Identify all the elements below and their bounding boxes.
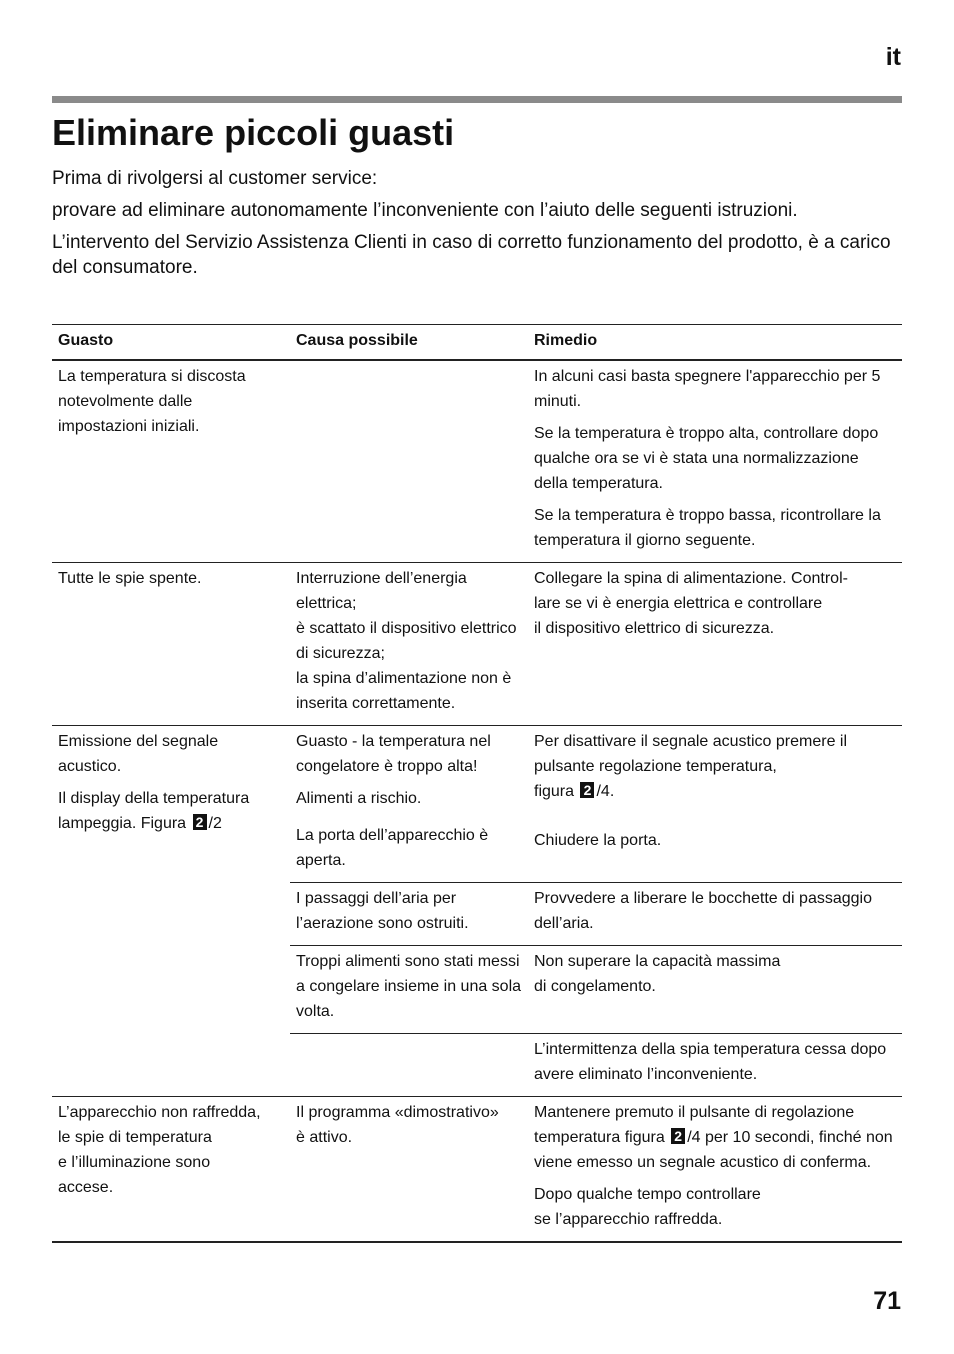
figure-reference-icon: 2 [671,1128,685,1144]
cause-text: La porta dell’apparecchio è aperta. [296,827,489,869]
remedy-line: di congelamento. [534,978,656,995]
remedy-text [534,1182,896,1232]
language-code: it [885,43,901,71]
remedy-text-part: /4 per 10 secondi, finché non viene emesso un segnale acustico di conferma. [534,1129,893,1171]
column-header-causa: Causa possibile [290,325,528,361]
cause-line: è scattato il dispositivo elettrico di sicurezza; [296,620,517,662]
cause-line: la spina d’alimentazione non è inserita correttamente. [296,670,512,712]
remedy-text: Chiudere la porta. [534,832,662,849]
page-number: 71 [873,1287,901,1315]
remedy-line: Dopo qualche tempo controllare [534,1186,761,1203]
fault-cell [52,1097,290,1243]
remedy-cell [528,563,902,726]
cause-cell [290,726,528,821]
cause-cell [290,883,528,946]
cause-text: Guasto - la temperatura nel congelatore è troppo alta! [296,733,491,775]
page-title: Eliminare piccoli guasti [52,112,455,153]
fault-text-part: Il display della temperatura lampeggia. Figura [58,790,250,832]
remedy-cell [528,360,902,563]
cause-cell [290,946,528,1034]
cause-cell [290,1097,528,1243]
fault-line: accese. [58,1179,114,1196]
remedy-line: se l’apparecchio raffredda. [534,1211,723,1228]
fault-line: e l’illuminazione sono [58,1154,211,1171]
table-row [52,360,902,563]
fault-cell [52,726,290,1097]
remedy-line: Per disattivare il segnale acustico premere il pulsante regolazione temperatura, [534,733,848,775]
fault-text [58,786,284,836]
intro-text [52,166,902,287]
fault-cell [52,360,290,563]
remedy-text: Se la temperatura è troppo bassa, ricontrollare la temperatura il giorno seguente. [534,507,881,549]
troubleshooting-table [52,324,902,1243]
figure-reference-icon: 2 [580,782,594,798]
remedy-cell [528,820,902,883]
fault-cell [52,563,290,726]
table-row [52,1097,902,1243]
remedy-text: Provvedere a liberare le bocchette di passaggio dell’aria. [534,890,872,932]
fault-text-part: /2 [208,815,222,832]
remedy-text-part: Mantenere premuto il pulsante di regolazione temperatura figura [534,1104,855,1146]
cause-text: Alimenti a rischio. [296,790,422,807]
intro-paragraph: Prima di rivolgersi al customer service: [52,168,378,189]
remedy-line: il dispositivo elettrico di sicurezza. [534,620,775,637]
cause-line: Interruzione dell’energia elettrica; [296,570,467,612]
remedy-line: Non superare la capacità massima [534,953,781,970]
remedy-cell [528,726,902,821]
table-header-row [52,325,902,361]
remedy-cell [528,1097,902,1243]
cause-cell [290,360,528,563]
cause-cell [290,1034,528,1097]
cause-text: I passaggi dell’aria per l’aerazione sono ostruiti. [296,890,469,932]
fault-text: Tutte le spie spente. [58,570,202,587]
remedy-text: In alcuni casi basta spegnere l'apparecchio per 5 minuti. [534,368,881,410]
fault-line: L’apparecchio non raffredda, [58,1104,261,1121]
table-row [52,726,902,821]
cause-cell [290,563,528,726]
remedy-text: L’intermittenza della spia temperatura cessa dopo avere eliminato l’inconveniente. [534,1041,887,1083]
remedy-cell [528,946,902,1034]
header-rule [52,96,902,103]
remedy-line [534,779,896,804]
cause-text: Troppi alimenti sono stati messi a congelare insieme in una sola volta. [296,953,522,1020]
fault-text: Emissione del segnale acustico. [58,733,219,775]
cause-cell [290,820,528,883]
remedy-text: Se la temperatura è troppo alta, controllare dopo qualche ora se vi è stata una normalizzazione della temperatura. [534,425,879,492]
column-header-rimedio: Rimedio [528,325,902,361]
cause-line: Il programma «dimostrativo» [296,1104,499,1121]
fault-line: le spie di temperatura [58,1129,212,1146]
remedy-cell [528,883,902,946]
remedy-text-part: figura [534,783,579,800]
cause-line: è attivo. [296,1129,353,1146]
table-row [52,563,902,726]
remedy-line: lare se vi è energia elettrica e controllare [534,595,823,612]
intro-paragraph: L’intervento del Servizio Assistenza Clienti in caso di corretto funzionamento del prodotto, è a carico del consumatore. [52,232,891,278]
intro-paragraph: provare ad eliminare autonomamente l’inconveniente con l’aiuto delle seguenti istruzioni. [52,200,798,221]
remedy-text [534,1100,896,1175]
remedy-text-part: /4. [596,783,615,800]
figure-reference-icon: 2 [193,814,207,830]
remedy-cell [528,1034,902,1097]
column-header-guasto: Guasto [52,325,290,361]
remedy-line: Collegare la spina di alimentazione. Control- [534,570,848,587]
fault-text: La temperatura si discosta notevolmente dalle impostazioni iniziali. [58,368,246,435]
